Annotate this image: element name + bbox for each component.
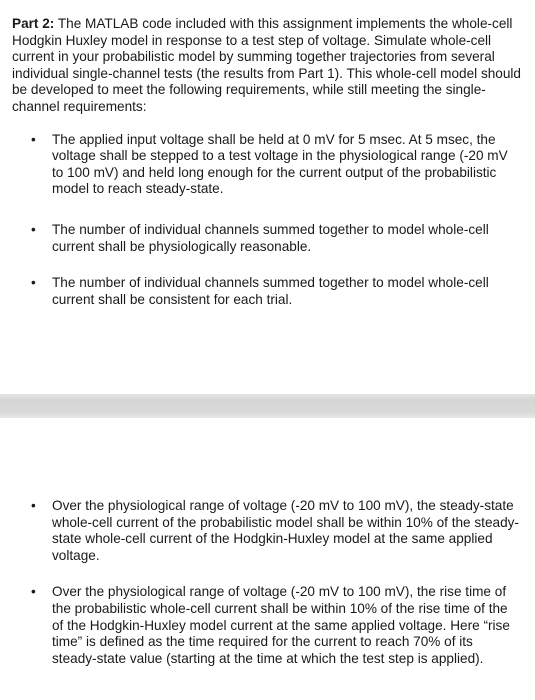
list-item xyxy=(0,498,535,564)
requirement-text: The number of individual channels summed together to model whole-cell current shall be consistent for each trial. xyxy=(52,275,489,307)
requirement-text: The number of individual channels summed together to model whole-cell current shall be physiologically reasonable. xyxy=(52,221,489,254)
top-section xyxy=(0,16,535,328)
list-item xyxy=(0,222,535,255)
requirements-list-bottom xyxy=(0,498,535,667)
list-item xyxy=(0,275,535,308)
intro-paragraph xyxy=(0,16,535,116)
requirements-list-top xyxy=(0,132,535,309)
bullet-icon: • xyxy=(31,131,36,147)
page-divider xyxy=(0,394,535,418)
list-item xyxy=(0,584,535,667)
requirement-text: Over the physiological range of voltage (-20 mV to 100 mV), the steady-state whole-cell current of the probabilistic model shall be within 10% of the steady-state whole-cell current of the Hodgkin-Huxley model at the same applied voltage. xyxy=(52,498,519,563)
part-label: Part 2: xyxy=(12,16,55,31)
bullet-icon: • xyxy=(31,498,36,513)
requirement-text: Over the physiological range of voltage (-20 mV to 100 mV), the rise time of the probabilistic whole-cell current shall be within 10% of the rise time of the of the Hodgkin-Huxley model current at the same applied voltage. Here “rise time” is defined as the time required for the current to reach 70% of its steady-state value (starting at the time at which the test step is applied). xyxy=(52,584,510,666)
list-item xyxy=(0,132,535,198)
bottom-section xyxy=(0,498,535,687)
intro-text: The MATLAB code included with this assignment implements the whole-cell Hodgkin Huxley model in response to a test step of voltage. Simulate whole-cell current in your probabilistic model by summing together trajectories from several individual single-channel tests (the results from Part 1). This whole-cell model should be developed to meet the following requirements, while still meeting the single-channel requirements: xyxy=(12,16,521,114)
requirement-text: The applied input voltage shall be held at 0 mV for 5 msec. At 5 msec, the voltage shall be stepped to a test voltage in the physiological range (-20 mV to 100 mV) and held long enough for the current output of the probabilistic model to reach steady-state. xyxy=(52,131,508,197)
bullet-icon: • xyxy=(31,584,36,600)
bullet-icon: • xyxy=(31,275,36,291)
bullet-icon: • xyxy=(31,221,36,237)
